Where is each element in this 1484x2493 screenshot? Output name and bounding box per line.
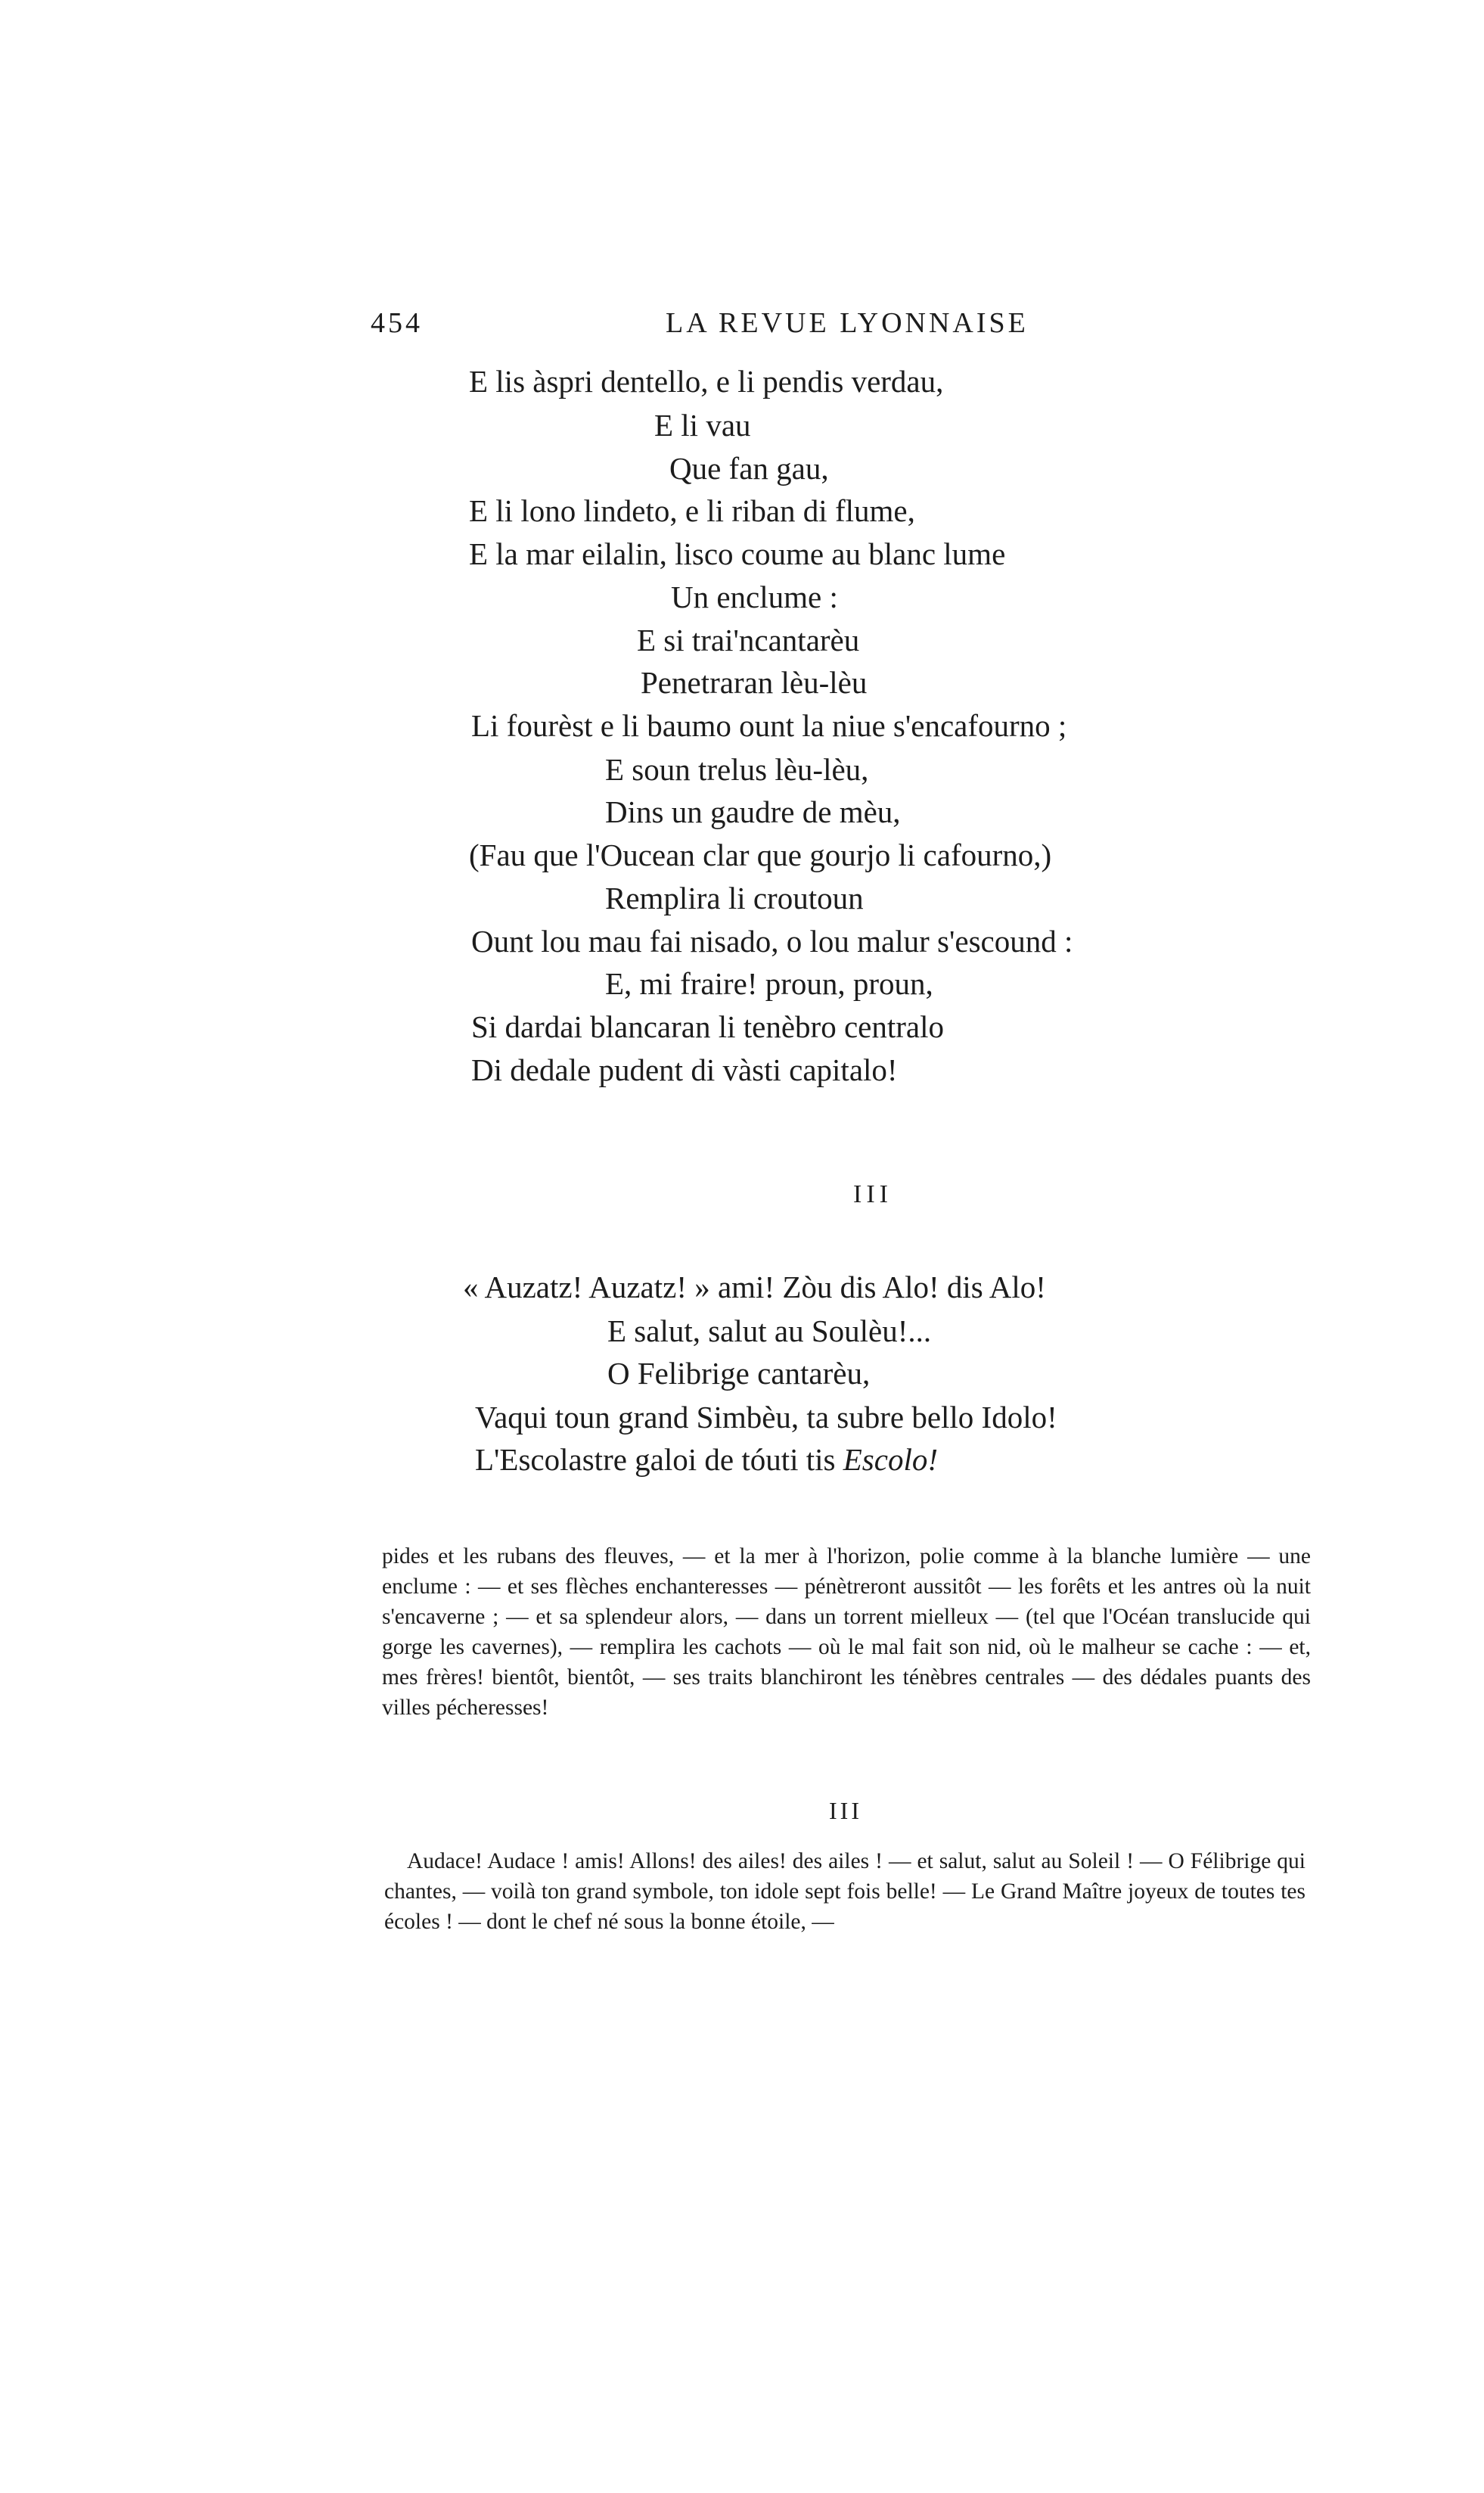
poem-line: E li vau xyxy=(654,408,751,443)
page-number: 454 xyxy=(371,307,423,339)
poem-line: E lis àspri dentello, e li pendis verdau, xyxy=(469,364,944,399)
poem-line: E soun trelus lèu-lèu, xyxy=(605,752,869,787)
poem-line: E li lono lindeto, e li riban di flume, xyxy=(469,493,915,528)
poem-line: E la mar eilalin, lisco coume au blanc lume xyxy=(469,536,1006,571)
section-heading: III xyxy=(853,1180,893,1208)
poem-line: E salut, salut au Soulèu!... xyxy=(607,1313,932,1348)
poem-line: O Felibrige cantarèu, xyxy=(607,1356,871,1391)
poem-line: Penetraran lèu-lèu xyxy=(641,665,868,700)
poem-line: Vaqui toun grand Simbèu, ta subre bello Idolo! xyxy=(475,1400,1057,1435)
poem-line: « Auzatz! Auzatz! » ami! Zòu dis Alo! dis Alo! xyxy=(463,1270,1046,1304)
poem-line xyxy=(475,1438,938,1481)
poem-line: Un enclume : xyxy=(671,580,838,614)
poem-line: Que fan gau, xyxy=(669,451,829,486)
poem-line: Ount lou mau fai nisado, o lou malur s'escound : xyxy=(471,924,1073,959)
poem-line: Remplira li croutoun xyxy=(605,881,864,915)
poem-line: Li fourèst e li baumo ount la niue s'encafourno ; xyxy=(471,708,1067,743)
section-heading: III xyxy=(829,1797,862,1824)
poem-line: E si trai'ncantarèu xyxy=(637,623,860,657)
translation-paragraph-2 xyxy=(384,1846,1305,1937)
poem-line: Di dedale pudent di vàsti capitalo! xyxy=(471,1052,898,1087)
poem-line: E, mi fraire! proun, proun, xyxy=(605,966,933,1001)
poem-line: Dins un gaudre de mèu, xyxy=(605,794,901,829)
poem-line: Si dardai blancaran li tenèbro centralo xyxy=(471,1009,944,1044)
translation-paragraph-1: pides et les rubans des fleuves, — et la mer à l'horizon, polie comme à la blanche lumière — une enclume : — et ses flèches enchanteresses — pénètreront aussitôt — les forêts et les antres où la nuit s'encaverne ; — et sa splendeur alors, — dans un torrent mielleux — (tel que l'Océan translucide qui gorge les cavernes), — remplira les cachots — où le mal fait son nid, où le malheur se cache : — et, mes frères! bientôt, bientôt, — ses traits blanchiront les ténèbres centrales — des dédales puants des villes pécheresses! xyxy=(382,1544,1311,1720)
poem-line: (Fau que l'Oucean clar que gourjo li cafourno,) xyxy=(469,838,1052,872)
running-title: LA REVUE LYONNAISE xyxy=(666,307,1029,339)
poem-line-italic: Escolo! xyxy=(843,1442,939,1477)
poem-line-text: L'Escolastre galoi de tóuti tis xyxy=(475,1442,843,1477)
translation-text: Audace! Audace ! amis! Allons! des ailes! des ailes ! — et salut, salut au Soleil ! — O Félibrige qui chantes, — voilà ton grand symbole, ton idole sept fois belle! — Le Grand Maître joyeux de toutes tes écoles ! — dont le chef né sous la bonne étoile, — xyxy=(384,1849,1305,1934)
